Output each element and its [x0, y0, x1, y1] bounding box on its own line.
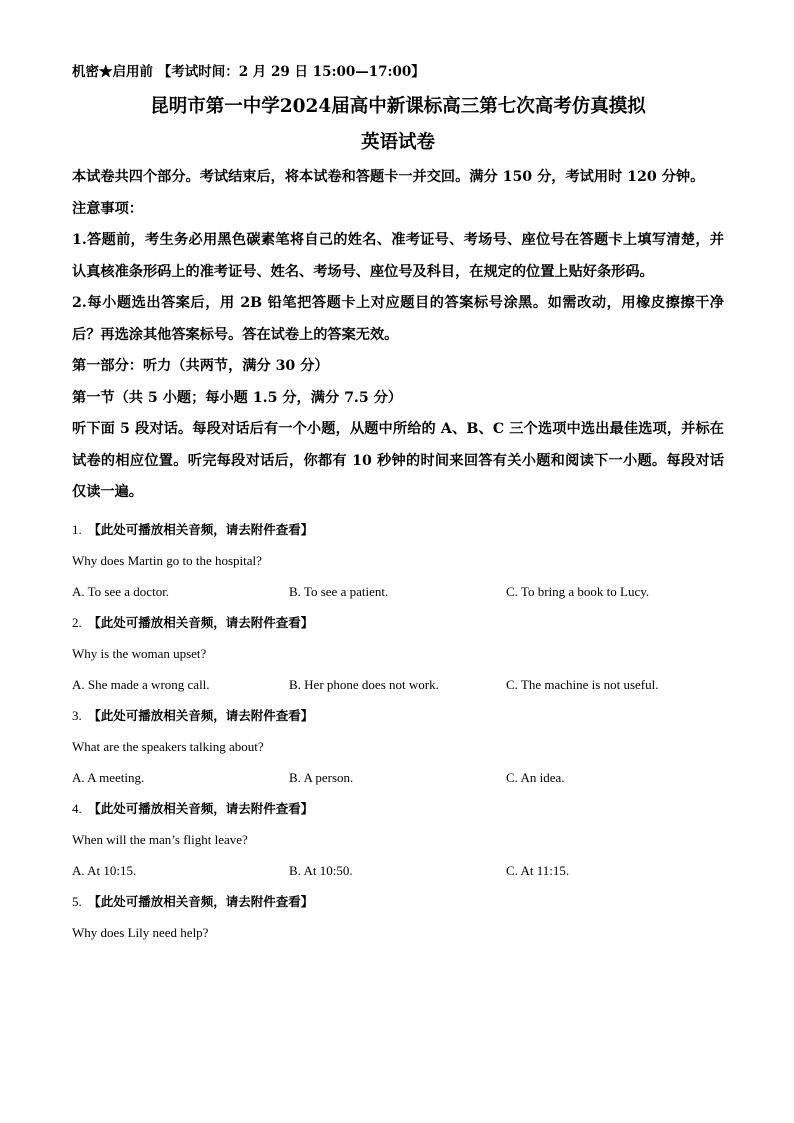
- exam-title: 昆明市第一中学2024届高中新课标高三第七次高考仿真摸拟: [150, 96, 646, 117]
- option-b: B. Her phone does not work.: [289, 676, 439, 692]
- option-c: C. To bring a book to Lucy.: [506, 583, 650, 599]
- answer-options: [72, 675, 724, 695]
- audio-link[interactable]: 【此处可播放相关音频，请去附件查看】: [88, 893, 314, 909]
- section-heading: 第一节（共 5 小题；每小题 1.5 分，满分 7.5 分）: [72, 389, 403, 406]
- option-b: B. A person.: [289, 769, 354, 785]
- exam-subtitle: 英语试卷: [360, 132, 435, 153]
- option-a: A. A meeting.: [72, 769, 145, 785]
- question-text: What are the speakers talking about?: [72, 738, 264, 754]
- question-text: Why does Lily need help?: [72, 924, 209, 940]
- question-header: [72, 892, 724, 912]
- question-header: [72, 520, 724, 540]
- option-c: C. An idea.: [506, 769, 565, 785]
- question-number: 5.: [72, 893, 82, 909]
- intro-paragraph: 本试卷共四个部分。考试结束后，将本试卷和答题卡一并交回。满分 150 分，考试用时 120 分钟。: [72, 169, 705, 185]
- question-number: 1.: [72, 521, 82, 537]
- confidential-line: 机密★启用前 【考试时间：2 月 29 日 15:00—17:00】: [72, 64, 425, 80]
- audio-link[interactable]: 【此处可播放相关音频，请去附件查看】: [88, 707, 314, 723]
- part-heading: 第一部分：听力（共两节，满分 30 分）: [72, 358, 329, 374]
- question-header: [72, 706, 724, 726]
- option-a: A. At 10:15.: [72, 862, 137, 878]
- option-c: C. At 11:15.: [506, 862, 570, 878]
- notice-item-1: 1.答题前，考生务必用黑色碳素笔将自己的姓名、准考证号、考场号、座位号在答题卡上填写清楚，并认真核准条形码上的准考证号、姓名、考场号、座位号及科目，在规定的位置上贴好条形码。: [72, 232, 724, 280]
- audio-link[interactable]: 【此处可播放相关音频，请去附件查看】: [88, 800, 314, 816]
- audio-link[interactable]: 【此处可播放相关音频，请去附件查看】: [88, 614, 314, 630]
- question-header: [72, 799, 724, 819]
- option-a: A. To see a doctor.: [72, 583, 170, 599]
- option-a: A. She made a wrong call.: [72, 676, 210, 692]
- question-text: Why does Martin go to the hospital?: [72, 552, 262, 568]
- audio-link[interactable]: 【此处可播放相关音频，请去附件查看】: [88, 521, 314, 537]
- question-number: 4.: [72, 800, 82, 816]
- answer-options: [72, 861, 724, 881]
- answer-options: [72, 582, 724, 602]
- section-directions: 听下面 5 段对话。每段对话后有一个小题，从题中所给的 A、B、C 三个选项中选出最佳选项，并标在试卷的相应位置。听完每段对话后，你都有 10 秒钟的时间来回答有关小题和阅读下一小题。每段对话仅读一遍。: [72, 421, 724, 500]
- answer-options: [72, 768, 724, 788]
- question-number: 2.: [72, 614, 82, 630]
- question-number: 3.: [72, 707, 82, 723]
- notice-item-2: 2.每小题选出答案后，用 2B 铅笔把答题卡上对应题目的答案标号涂黑。如需改动，用橡皮擦擦干净后？再选涂其他答案标号。答在试卷上的答案无效。: [72, 295, 724, 343]
- question-text: When will the man’s flight leave?: [72, 831, 248, 847]
- option-b: B. At 10:50.: [289, 862, 353, 878]
- notice-title: 注意事项：: [72, 200, 143, 217]
- question-header: [72, 613, 724, 633]
- option-b: B. To see a patient.: [289, 583, 389, 599]
- exam-page: [72, 62, 724, 943]
- option-c: C. The machine is not useful.: [506, 676, 659, 692]
- question-text: Why is the woman upset?: [72, 645, 207, 661]
